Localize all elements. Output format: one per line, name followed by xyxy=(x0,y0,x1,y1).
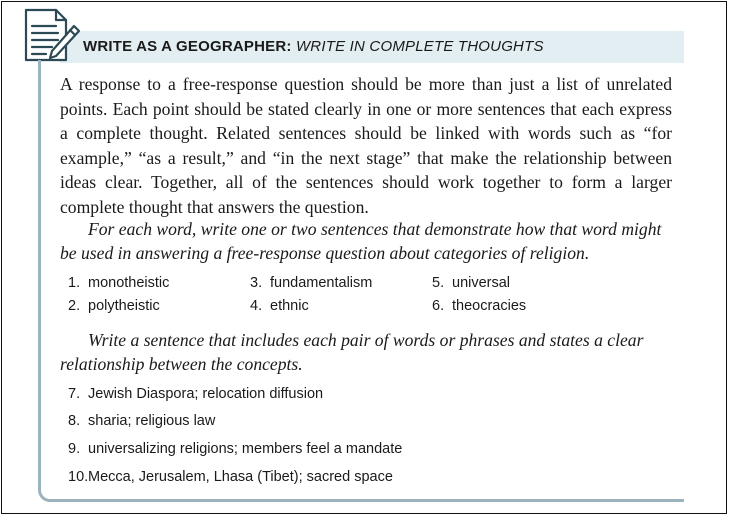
list-item xyxy=(250,275,372,291)
list-item xyxy=(68,298,160,314)
feature-title-subtitle: WRITE IN COMPLETE THOUGHTS xyxy=(295,38,544,55)
list-number: 10. xyxy=(68,469,89,485)
list-number: 9. xyxy=(68,441,81,457)
list-number: 4. xyxy=(250,298,263,314)
list-number: 2. xyxy=(68,298,81,314)
list-number: 3. xyxy=(250,275,263,291)
list-text: Mecca, Jerusalem, Lhasa (Tibet); sacred space xyxy=(88,469,393,485)
list-number: 7. xyxy=(68,386,81,402)
list-text: ethnic xyxy=(270,298,309,314)
list-item xyxy=(68,413,215,429)
list-text: theocracies xyxy=(452,298,527,314)
left-rule xyxy=(38,60,50,502)
list-item xyxy=(250,298,309,314)
list-item xyxy=(68,441,402,457)
feature-title-label: WRITE AS A GEOGRAPHER: xyxy=(83,38,292,55)
body-paragraph: A response to a free-response question should be more than just a list of unrelated points. Each point should be stated clearly in one or more sentences that each express a complete thought. Related sentences should be linked with words such as “for example,” “as a result,” and “in the next stage” that make the relationship between ideas clear. Together, all of the sentences should work together to form a larger complete thought that answers the question. xyxy=(60,74,672,217)
list-number: 1. xyxy=(68,275,81,291)
instruction-pairs: Write a sentence that includes each pair of words or phrases and states a clear relationship between the concepts. xyxy=(60,330,644,374)
document-pencil-icon xyxy=(12,6,82,66)
list-text: polytheistic xyxy=(88,298,160,314)
list-number: 8. xyxy=(68,413,81,429)
list-text: Jewish Diaspora; relocation diffusion xyxy=(88,386,324,402)
list-number: 5. xyxy=(432,275,445,291)
list-number: 6. xyxy=(432,298,445,314)
bottom-rule xyxy=(48,499,684,502)
list-text: monotheistic xyxy=(88,275,170,291)
instruction-words: For each word, write one or two sentences that demonstrate how that word might be used in answering a free-response question about categories of religion. xyxy=(60,219,662,263)
list-text: universal xyxy=(452,275,511,291)
list-item xyxy=(68,275,169,291)
list-item xyxy=(432,275,510,291)
list-item xyxy=(68,386,323,402)
list-text: sharia; religious law xyxy=(88,413,216,429)
list-text: fundamentalism xyxy=(270,275,373,291)
feature-title xyxy=(83,38,544,55)
list-item xyxy=(68,469,393,485)
list-item xyxy=(432,298,526,314)
list-text: universalizing religions; members feel a mandate xyxy=(88,441,403,457)
